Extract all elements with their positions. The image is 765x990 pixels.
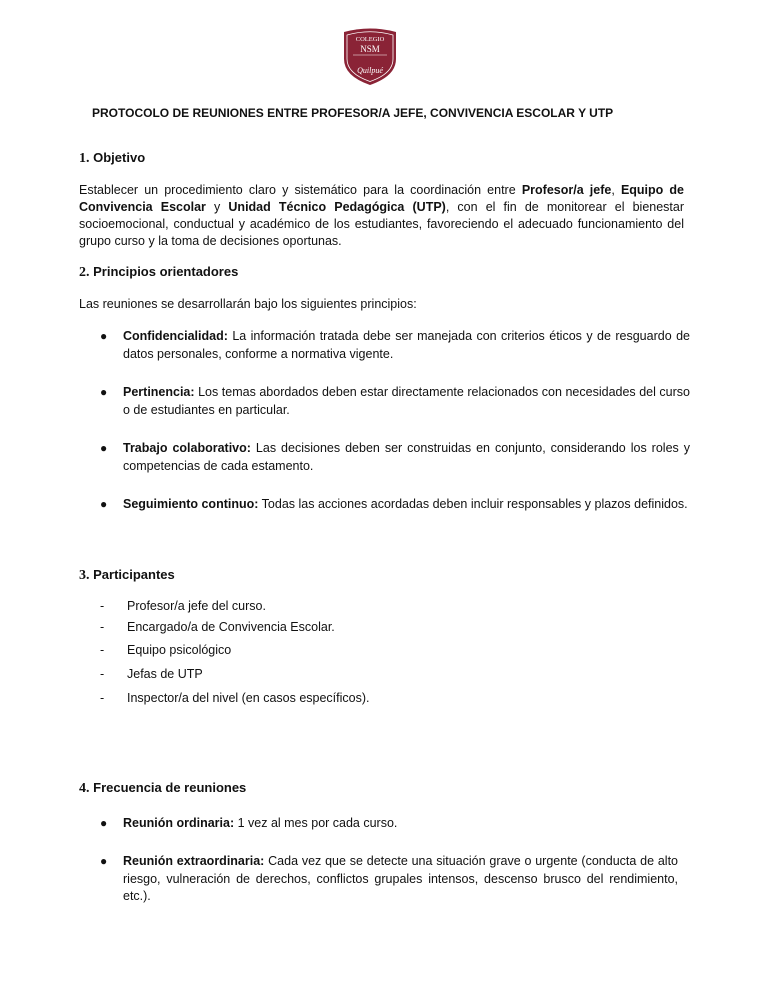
text-run: La información tratada debe ser manejada con criterios éticos y de resguardo de datos personales, conforme a normativa vigente. (123, 329, 690, 361)
section-number: 2. (79, 265, 90, 280)
bullet-icon: ● (100, 329, 108, 343)
text-run: 1 vez al mes por cada curso. (234, 816, 398, 830)
text-run: Establecer un procedimiento claro y sistemático para la coordinación entre (79, 183, 522, 197)
list-item-text: Encargado/a de Convivencia Escolar. (127, 620, 335, 634)
dash-icon: - (100, 620, 105, 634)
bullet-icon: ● (100, 441, 108, 455)
principios-intro: Las reuniones se desarrollarán bajo los siguientes principios: (79, 297, 417, 311)
list-item-text: Inspector/a del nivel (en casos específicos). (127, 691, 370, 705)
text-run: , (611, 183, 621, 197)
list-item-text: Jefas de UTP (127, 667, 203, 681)
list-item (100, 853, 678, 906)
dash-icon: - (100, 599, 105, 613)
list-item-text: Equipo psicológico (127, 643, 232, 657)
bold-term: Reunión extraordinaria: (123, 854, 265, 868)
section-heading-objetivo (79, 150, 145, 167)
section-heading-text: Participantes (93, 567, 175, 582)
logo-line3: Quilpué (357, 66, 383, 75)
list-item (100, 619, 335, 636)
section-heading-text: Frecuencia de reuniones (93, 780, 247, 795)
section-number: 1. (79, 151, 90, 166)
list-item (100, 384, 690, 419)
list-item (100, 690, 369, 707)
bold-term: Reunión ordinaria: (123, 816, 235, 830)
school-logo (341, 26, 399, 86)
section-heading-principios (79, 264, 238, 281)
shield-logo-icon (341, 26, 399, 86)
objetivo-paragraph (79, 182, 684, 250)
bold-term: Profesor/a jefe (521, 183, 612, 197)
bold-term: Equipo de Convivencia Escolar (79, 183, 685, 214)
bold-term: Trabajo colaborativo: (123, 441, 251, 455)
bullet-icon: ● (100, 497, 108, 511)
bold-term: Confidencialidad: (123, 329, 228, 343)
list-item (100, 666, 203, 683)
dash-icon: - (100, 643, 105, 657)
dash-icon: - (100, 691, 105, 705)
list-item (100, 496, 690, 514)
text-run: y (205, 200, 229, 214)
section-number: 4. (79, 781, 90, 796)
dash-icon: - (100, 667, 105, 681)
text-run: Los temas abordados deben estar directamente relacionados con necesidades del curso o de estudiantes en particular. (123, 385, 690, 417)
bold-term: Seguimiento continuo: (123, 497, 259, 511)
list-item-text: Profesor/a jefe del curso. (127, 599, 266, 613)
section-heading-frecuencia (79, 780, 246, 797)
section-heading-text: Principios orientadores (93, 264, 239, 279)
list-item (100, 328, 690, 363)
bold-term: Pertinencia: (123, 385, 195, 399)
text-run: Las decisiones deben ser construidas en conjunto, considerando los roles y competencias de cada estamento. (123, 441, 691, 473)
text-run: Cada vez que se detecte una situación grave o urgente (conducta de alto riesgo, vulneración de derechos, conflictos grupales intensos, descenso brusco del rendimiento, etc.). (123, 854, 678, 903)
bullet-icon: ● (100, 854, 108, 868)
bold-term: Unidad Técnico Pedagógica (UTP) (228, 200, 446, 214)
list-item (100, 642, 231, 659)
text-run: Todas las acciones acordadas deben incluir responsables y plazos definidos. (258, 497, 688, 511)
logo-line1: COLEGIO (355, 36, 385, 43)
document-title: PROTOCOLO DE REUNIONES ENTRE PROFESOR/A JEFE, CONVIVENCIA ESCOLAR Y UTP (92, 106, 614, 120)
section-number: 3. (79, 568, 90, 583)
section-heading-text: Objetivo (93, 150, 146, 165)
section-heading-participantes (79, 567, 175, 584)
list-item (100, 440, 690, 475)
text-run: , con el fin de monitorear el bienestar socioemocional, conductual y académico de los estudiantes, favoreciendo el adecuado funcionamiento del grupo curso y la toma de decisiones oportunas. (79, 200, 685, 248)
list-item (100, 598, 266, 615)
bullet-icon: ● (100, 816, 108, 830)
list-item (100, 815, 690, 833)
bullet-icon: ● (100, 385, 108, 399)
logo-line2: NSM (360, 44, 380, 54)
